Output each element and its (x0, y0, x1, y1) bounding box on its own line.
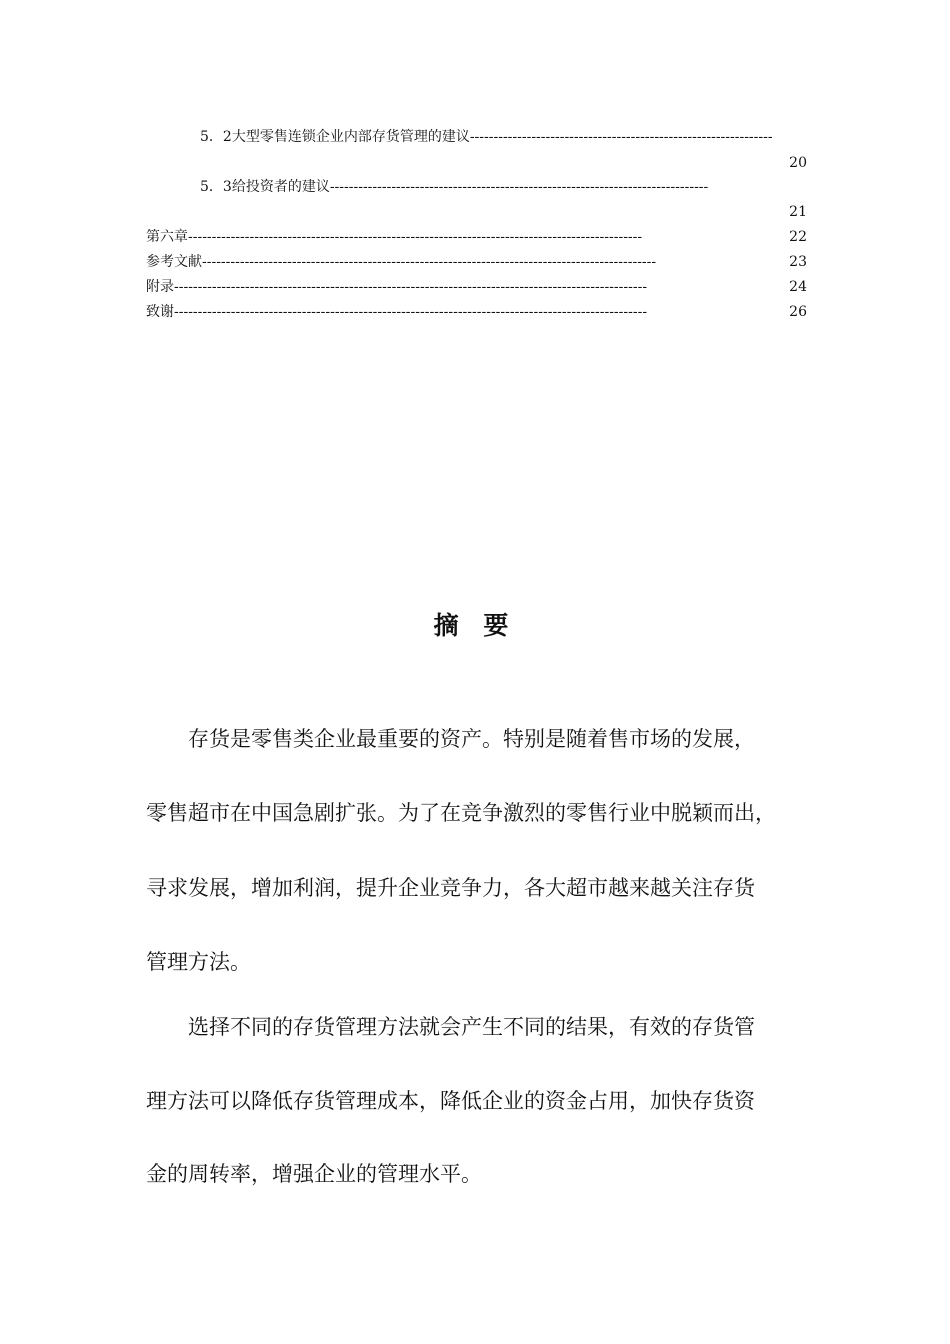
toc-entry-label: 参考文献 (146, 254, 202, 270)
toc-leader: ---------------------------------------------------------------------------------------------------- (174, 279, 648, 295)
toc-leader: -------------------------------------------------------------------------------- (329, 179, 709, 195)
toc-entry-5-3[interactable] (200, 178, 808, 196)
toc-leader: ------------------------------------------------------------------------------------------------ (202, 254, 657, 270)
toc-entry-page: 23 (789, 254, 807, 270)
toc-entry-references[interactable] (146, 253, 789, 271)
toc-entry-label: 致谢 (146, 304, 174, 320)
toc-entry-page: 22 (789, 229, 807, 245)
toc-entry-label: 5．2大型零售连锁企业内部存货管理的建议 (200, 129, 470, 145)
toc-leader: ------------------------------------------------------------------------------------------------ (188, 229, 643, 245)
abstract-line: 管理方法。 (146, 950, 251, 974)
toc-entry-page: 21 (789, 204, 807, 220)
abstract-line: 寻求发展，增加利润，提升企业竞争力，各大超市越来越关注存货 (146, 876, 755, 900)
toc-entry-appendix[interactable] (146, 278, 789, 296)
abstract-line: 选择不同的存货管理方法就会产生不同的结果，有效的存货管 (188, 1015, 755, 1039)
toc-entry-label: 5．3给投资者的建议 (200, 179, 330, 195)
abstract-line: 理方法可以降低存货管理成本，降低企业的资金占用，加快存货资 (146, 1089, 755, 1113)
toc-entry-chapter-6[interactable] (146, 228, 789, 246)
abstract-title: 摘 要 (433, 611, 517, 640)
abstract-line: 存货是零售类企业最重要的资产。特别是随着售市场的发展， (188, 727, 755, 751)
toc-entry-acknowledgements[interactable] (146, 303, 789, 321)
toc-entry-label: 附录 (146, 279, 174, 295)
toc-leader: ---------------------------------------------------------------- (469, 129, 773, 145)
abstract-line: 零售超市在中国急剧扩张。为了在竞争激烈的零售行业中脱颖而出， (146, 801, 776, 825)
toc-leader: ---------------------------------------------------------------------------------------------------- (174, 304, 648, 320)
abstract-line: 金的周转率，增强企业的管理水平。 (146, 1162, 482, 1186)
toc-entry-5-2[interactable] (200, 128, 808, 146)
toc-entry-label: 第六章 (146, 229, 188, 245)
toc-entry-page: 20 (789, 155, 807, 171)
toc-entry-page: 24 (789, 279, 807, 295)
toc-entry-page: 26 (789, 304, 807, 320)
